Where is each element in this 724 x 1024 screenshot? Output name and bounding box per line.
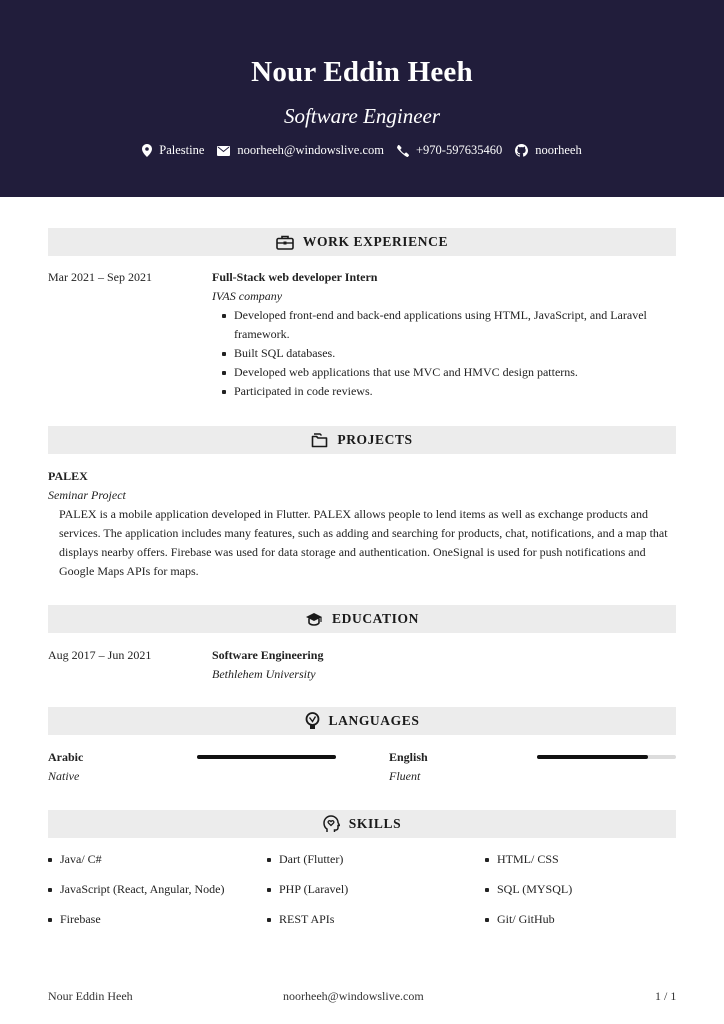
project-subtitle: Seminar Project (48, 488, 126, 502)
graduation-cap-icon (305, 612, 323, 626)
contact-github[interactable] (515, 143, 582, 158)
footer-email: noorheeh@windowslive.com (283, 989, 424, 1003)
lightbulb-icon (305, 712, 320, 730)
language-proficiency-bar (197, 755, 336, 759)
language-level: Native (48, 769, 80, 783)
map-pin-icon (142, 144, 152, 157)
skill-item: Git/ GitHub (485, 912, 555, 927)
work-bullet: Developed web applications that use MVC and HMVC design patterns. (212, 363, 652, 382)
skill-item: REST APIs (267, 912, 334, 927)
section-header-work-experience (48, 228, 676, 256)
contact-location (142, 143, 204, 158)
section-title: LANGUAGES (328, 713, 420, 728)
section-title: SKILLS (348, 816, 402, 831)
project-description: PALEX is a mobile application developed in Flutter. PALEX allows people to lend items as well as exchange products and services. The application includes many features, such as adding and searching for products, chat, notifications, and a map that displays nearby offers. Firebase was used for data storage and authentication. OneSignal is used for push notifications and Google Maps APIs for maps. (59, 507, 668, 578)
work-dates: Mar 2021 – Sep 2021 (48, 270, 152, 284)
work-bullet-list (212, 306, 652, 401)
language-proficiency-fill (197, 755, 336, 759)
section-title: PROJECTS (337, 432, 413, 447)
language-proficiency-fill (537, 755, 648, 759)
github-icon (515, 144, 528, 157)
section-title: WORK EXPERIENCE (302, 234, 449, 249)
skill-item: PHP (Laravel) (267, 882, 348, 897)
phone-text[interactable]: +970-597635460 (415, 143, 503, 157)
work-position: Full-Stack web developer Intern (212, 270, 378, 284)
skill-item: JavaScript (React, Angular, Node) (48, 882, 224, 897)
work-bullet: Developed front-end and back-end applications using HTML, JavaScript, and Laravel framework. (212, 306, 652, 344)
resume-header (0, 0, 724, 197)
github-text[interactable]: noorheeh (535, 143, 582, 157)
folder-icon (311, 433, 328, 448)
candidate-role: Software Engineer (283, 104, 441, 128)
education-dates: Aug 2017 – Jun 2021 (48, 648, 152, 662)
skill-item: Dart (Flutter) (267, 852, 343, 867)
language-name: Arabic (48, 750, 84, 764)
location-text: Palestine (159, 143, 205, 157)
language-proficiency-bar (537, 755, 676, 759)
phone-icon (397, 145, 409, 157)
work-bullet: Participated in code reviews. (212, 382, 652, 401)
section-header-education (48, 605, 676, 633)
education-degree: Software Engineering (212, 648, 324, 662)
envelope-icon (217, 146, 230, 156)
head-heart-icon (323, 815, 340, 833)
section-header-languages (48, 707, 676, 735)
work-bullet: Built SQL databases. (212, 344, 652, 363)
section-header-projects (48, 426, 676, 454)
skill-item: HTML/ CSS (485, 852, 559, 867)
language-name: English (389, 750, 428, 764)
section-title: EDUCATION (332, 611, 419, 626)
language-level: Fluent (389, 769, 421, 783)
skill-item: Java/ C# (48, 852, 102, 867)
email-text[interactable]: noorheeh@windowslive.com (237, 143, 384, 157)
footer-name: Nour Eddin Heeh (48, 989, 133, 1003)
contact-email[interactable] (217, 143, 384, 158)
footer-page-number: 1 / 1 (655, 989, 677, 1003)
section-header-skills (48, 810, 676, 838)
contact-phone[interactable] (397, 143, 502, 158)
contact-row (0, 143, 724, 158)
skill-item: Firebase (48, 912, 101, 927)
work-company: IVAS company (212, 289, 283, 303)
skill-item: SQL (MYSQL) (485, 882, 572, 897)
project-name: PALEX (48, 469, 88, 483)
briefcase-icon (276, 235, 294, 250)
education-school: Bethlehem University (212, 667, 316, 681)
candidate-name: Nour Eddin Heeh (251, 56, 473, 88)
